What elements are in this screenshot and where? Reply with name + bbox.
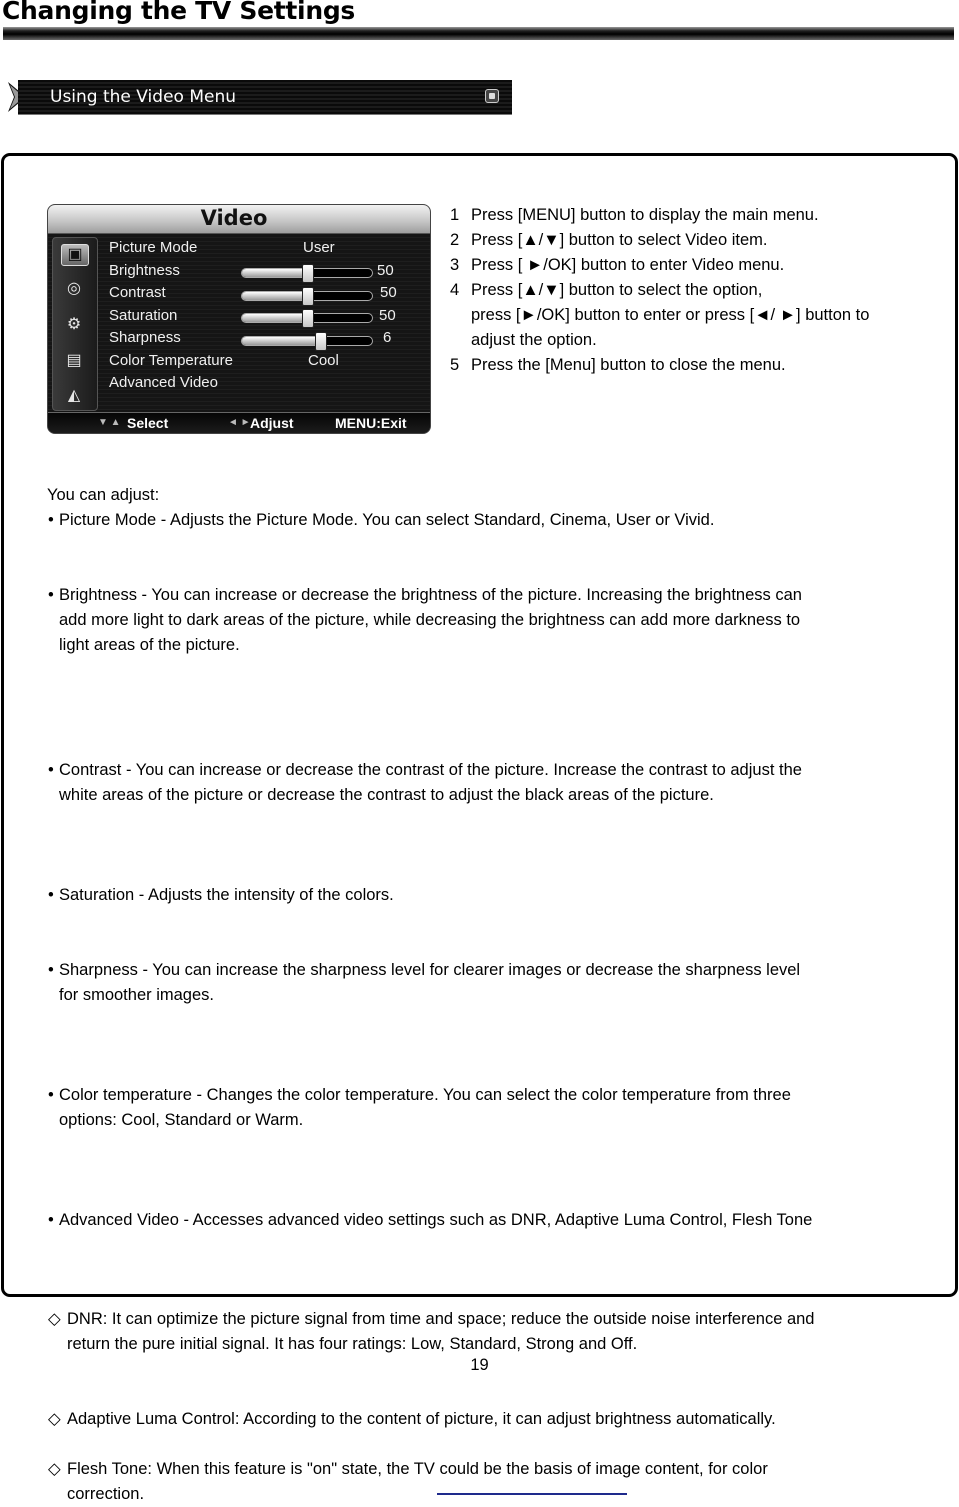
osd-item-advanced-video[interactable]: Advanced Video <box>109 374 218 391</box>
step-text: press [►/OK] button to enter or press [◄/ ►] button to <box>471 306 870 324</box>
osd-value-saturation: 50 <box>379 307 396 324</box>
osd-item-saturation[interactable]: Saturation <box>109 307 178 324</box>
slider-knob[interactable] <box>315 332 327 351</box>
channel-icon[interactable]: ▤ <box>66 352 82 369</box>
bullet-text: Advanced Video - Accesses advanced video settings such as DNR, Adaptive Luma Control, Flesh Tone <box>59 1211 813 1229</box>
osd-title: Video <box>200 206 268 230</box>
slider-knob[interactable] <box>302 264 314 283</box>
footer-rule <box>437 1493 627 1495</box>
sharpness-slider[interactable] <box>241 336 373 346</box>
section-title: Using the Video Menu <box>50 87 237 107</box>
bullet-text: for smoother images. <box>59 986 214 1004</box>
note-flesh-tone <box>48 1457 959 1507</box>
step-number: 3 <box>450 256 460 274</box>
step-item <box>450 228 869 253</box>
note-dnr <box>48 1307 959 1357</box>
step-number: 4 <box>450 281 460 299</box>
tv-icon[interactable]: ▣ <box>61 244 89 266</box>
note-text: Adaptive Luma Control: According to the content of picture, it can adjust brightness automatically. <box>67 1410 776 1428</box>
osd-footer-adjust: Adjust <box>250 415 294 431</box>
step-number: 2 <box>450 231 460 249</box>
osd-value-sharpness: 6 <box>383 329 392 346</box>
contrast-slider[interactable] <box>241 291 373 301</box>
diamond-bullet-icon: ◇ <box>48 1310 61 1328</box>
step-text: Press [ ►/OK] button to enter Video menu. <box>471 256 785 274</box>
section-banner <box>18 80 512 115</box>
slider-knob[interactable] <box>302 287 314 306</box>
osd-footer-exit: MENU:Exit <box>335 415 407 431</box>
slider-fill <box>242 314 307 322</box>
bullet-dot: • <box>48 886 54 904</box>
bullet-color-temperature <box>48 1083 959 1133</box>
page-number: 19 <box>470 1356 489 1374</box>
osd-footer-select: Select <box>127 415 169 431</box>
osd-item-brightness[interactable]: Brightness <box>109 262 180 279</box>
step-item <box>450 353 869 378</box>
step-text: Press [MENU] button to display the main menu. <box>471 206 819 224</box>
note-text: return the pure initial signal. It has four ratings: Low, Standard, Strong and Off. <box>67 1335 638 1353</box>
bullet-text: white areas of the picture or decrease the contrast to adjust the black areas of the picture. <box>59 786 714 804</box>
osd-value-contrast: 50 <box>380 284 397 301</box>
osd-value-picture-mode: User <box>303 239 335 256</box>
square-button-icon <box>485 89 499 103</box>
bullet-picture-mode <box>48 508 959 533</box>
bullet-advanced-video <box>48 1208 959 1233</box>
page-title: Changing the TV Settings <box>2 0 355 25</box>
step-text: Press the [Menu] button to close the menu. <box>471 356 786 374</box>
osd-body <box>48 234 430 412</box>
step-text: Press [▲/▼] button to select the option, <box>471 281 763 299</box>
step-text: adjust the option. <box>471 331 597 349</box>
saturation-slider[interactable] <box>241 313 373 323</box>
osd-item-picture-mode[interactable]: Picture Mode <box>109 239 198 256</box>
slider-fill <box>242 337 320 345</box>
bullet-text: add more light to dark areas of the picture, while decreasing the brightness can add more darkness to <box>59 611 801 629</box>
bullet-saturation <box>48 883 959 908</box>
steps-list <box>450 203 869 378</box>
bullet-text: Sharpness - You can increase the sharpness level for clearer images or decrease the sharpness level <box>59 961 801 979</box>
bullet-text: options: Cool, Standard or Warm. <box>59 1111 304 1129</box>
osd-item-sharpness[interactable]: Sharpness <box>109 329 181 346</box>
osd-value-color-temperature: Cool <box>308 352 339 369</box>
diamond-bullet-icon: ◇ <box>48 1460 61 1478</box>
title-underline-bar <box>3 27 954 40</box>
picture-icon[interactable]: ◎ <box>67 280 81 297</box>
lock-icon[interactable]: ◭ <box>67 387 81 404</box>
bullet-dot: • <box>48 1086 54 1104</box>
osd-icon-column <box>52 237 98 411</box>
step-item <box>450 278 869 353</box>
bullet-dot: • <box>48 586 54 604</box>
step-number: 5 <box>450 356 460 374</box>
diamond-bullet-icon: ◇ <box>48 1410 61 1428</box>
step-item <box>450 203 869 228</box>
osd-header <box>48 205 430 234</box>
bullet-dot: • <box>48 961 54 979</box>
slider-knob[interactable] <box>302 309 314 328</box>
bullet-text: Picture Mode - Adjusts the Picture Mode. You can select Standard, Cinema, User or Vivid. <box>59 511 715 529</box>
note-adaptive-luma <box>48 1407 959 1432</box>
bullet-text: light areas of the picture. <box>59 636 240 654</box>
left-right-arrows-icon: ◄ ► <box>228 417 251 428</box>
video-menu-osd <box>47 204 431 434</box>
up-down-arrows-icon: ▼ ▲ <box>98 417 121 428</box>
step-number: 1 <box>450 206 460 224</box>
step-text: Press [▲/▼] button to select Video item. <box>471 231 768 249</box>
bullet-contrast <box>48 758 959 808</box>
slider-fill <box>242 292 307 300</box>
bullet-text: Contrast - You can increase or decrease the contrast of the picture. Increase the contrast to adjust the <box>59 761 802 779</box>
slider-fill <box>242 269 307 277</box>
bullet-text: Brightness - You can increase or decrease the brightness of the picture. Increasing the brightness can <box>59 586 802 604</box>
bullet-text: Color temperature - Changes the color temperature. You can select the color temperature from three <box>59 1086 791 1104</box>
osd-item-contrast[interactable]: Contrast <box>109 284 166 301</box>
note-text: DNR: It can optimize the picture signal from time and space; reduce the outside noise interference and <box>67 1310 815 1328</box>
brightness-slider[interactable] <box>241 268 373 278</box>
step-item <box>450 253 869 278</box>
bullet-dot: • <box>48 1211 54 1229</box>
osd-value-brightness: 50 <box>377 262 394 279</box>
osd-footer <box>48 412 430 434</box>
settings-icon[interactable]: ⚙ <box>66 316 82 333</box>
bullet-dot: • <box>48 511 54 529</box>
note-text: Flesh Tone: When this feature is "on" state, the TV could be the basis of image content, for color <box>67 1460 768 1478</box>
bullet-brightness <box>48 583 959 658</box>
bullet-text: Saturation - Adjusts the intensity of the colors. <box>59 886 394 904</box>
intro-text: You can adjust: <box>47 486 160 504</box>
bullet-sharpness <box>48 958 959 1008</box>
bullet-dot: • <box>48 761 54 779</box>
osd-item-color-temperature[interactable]: Color Temperature <box>109 352 233 369</box>
note-text: correction. <box>67 1485 145 1503</box>
